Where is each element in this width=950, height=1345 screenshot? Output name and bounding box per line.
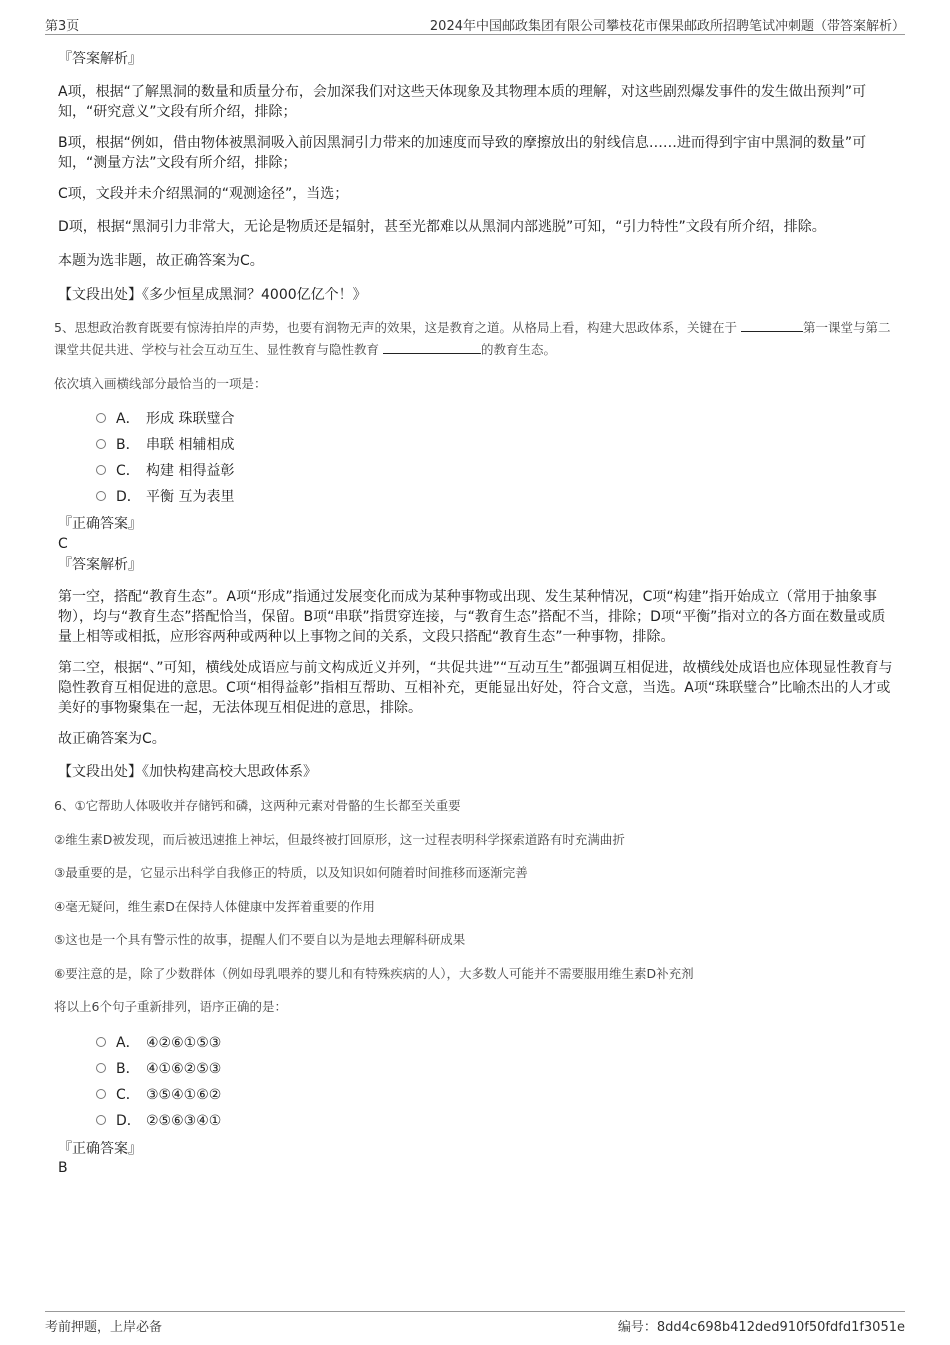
q6-sentence-3: ③最重要的是，它显示出科学自我修正的特质，以及知识如何随着时间推移而逐渐完善 bbox=[54, 865, 528, 880]
q5-answer: C bbox=[58, 536, 68, 552]
page-header bbox=[45, 14, 905, 35]
q4-para-b: B项，根据“例如，借由物体被黑洞吸入前因黑洞引力带来的加速度而导致的摩擦放出的射线信息……进而得到宇宙中黑洞的数量”可知，“测量方法”文段有所介绍，排除； bbox=[58, 135, 867, 171]
q5-para-2: 第二空，根据“、”可知，横线处成语应与前文构成近义并列，“共促共进”“互动互生”都强调互相促进，故横线处成语也应体现显性教育与隐性教育互相促进的意思。C项“相得益彰”指相互帮助、互相补充，更能显出好处，符合文意，当选。A项“珠联璧合”比喻杰出的人才或美好的事物聚集在一起，无法体现互相促进的意思，排除。 bbox=[58, 660, 893, 716]
radio-icon[interactable] bbox=[96, 491, 106, 501]
q6-sentence-1: 6、①它帮助人体吸收并存储钙和磷，这两种元素对骨骼的生长都至关重要 bbox=[54, 798, 461, 813]
radio-icon[interactable] bbox=[96, 1063, 106, 1073]
radio-icon[interactable] bbox=[96, 439, 106, 449]
q6-sentence-2: ②维生素D被发现，而后被迅速推上神坛，但最终被打回原形，这一过程表明科学探索道路有时充满曲折 bbox=[54, 832, 625, 847]
radio-icon[interactable] bbox=[96, 413, 106, 423]
q5-stem-part3: 的教育生态。 bbox=[481, 342, 557, 357]
q4-conclusion: 本题为选非题，故正确答案为C。 bbox=[58, 253, 264, 269]
q6-option-a[interactable]: A． ④②⑥①⑤③ bbox=[96, 1033, 221, 1053]
q6-answer-label: 『正确答案』 bbox=[58, 1141, 142, 1157]
q5-conclusion: 故正确答案为C。 bbox=[58, 731, 166, 747]
q5-para-1: 第一空，搭配“教育生态”。A项“形成”指通过发展变化而成为某种事物或出现、发生某种情况，C项“构建”指开始成立（常用于抽象事物），均与“教育生态”搭配恰当，保留。B项“串联”指贯穿连接，与“教育生态”搭配不当，排除；D项“平衡”指对立的各方面在数量或质量上相等或相抵，应形容两种或两种以上事物之间的关系，文段只搭配“教育生态”一种事物，排除。 bbox=[58, 589, 886, 645]
q4-para-c: C项，文段并未介绍黑洞的“观测途径”，当选； bbox=[58, 186, 349, 202]
footer-slogan: 考前押题，上岸必备 bbox=[45, 1320, 163, 1335]
page-number: 第3页 bbox=[45, 19, 80, 34]
q5-option-c[interactable]: C． 构建 相得益彰 bbox=[96, 461, 234, 481]
radio-icon[interactable] bbox=[96, 1089, 106, 1099]
q5-blank-2 bbox=[383, 340, 481, 354]
q5-source: 【文段出处】《加快构建高校大思政体系》 bbox=[58, 764, 317, 780]
document-id: 编号：8dd4c698b412ded910f50fdfd1f3051e bbox=[617, 1320, 905, 1335]
q6-answer: B bbox=[58, 1160, 68, 1176]
document-title: 2024年中国邮政集团有限公司攀枝花市倮果邮政所招聘笔试冲刺题（带答案解析） bbox=[429, 19, 905, 34]
q6-option-b[interactable]: B． ④①⑥②⑤③ bbox=[96, 1059, 221, 1079]
q5-option-d[interactable]: D． 平衡 互为表里 bbox=[96, 487, 234, 507]
q5-stem bbox=[54, 317, 899, 361]
q5-option-b[interactable]: B． 串联 相辅相成 bbox=[96, 435, 234, 455]
q6-sentence-6: ⑥要注意的是，除了少数群体（例如母乳喂养的婴儿和有特殊疾病的人），大多数人可能并不需要服用维生素D补充剂 bbox=[54, 966, 694, 981]
q5-instruction: 依次填入画横线部分最恰当的一项是： bbox=[54, 376, 267, 391]
q4-analysis-label: 『答案解析』 bbox=[58, 51, 142, 67]
q5-blank-1 bbox=[741, 318, 803, 332]
q6-instruction: 将以上6个句子重新排列，语序正确的是： bbox=[54, 999, 287, 1014]
radio-icon[interactable] bbox=[96, 1037, 106, 1047]
q5-stem-part2: 第一课堂与第二课堂共促共进、学校与社会互动互生、显性教育与隐性教育 bbox=[54, 320, 891, 357]
page-footer bbox=[45, 1311, 905, 1334]
q4-para-a: A项，根据“了解黑洞的数量和质量分布，会加深我们对这些天体现象及其物理本质的理解，对这些剧烈爆发事件的发生做出预判”可知，“研究意义”文段有所介绍，排除； bbox=[58, 84, 867, 120]
q4-para-d: D项，根据“黑洞引力非常大，无论是物质还是辐射，甚至光都难以从黑洞内部逃脱”可知，“引力特性”文段有所介绍，排除。 bbox=[58, 219, 826, 235]
q6-sentence-5: ⑤这也是一个具有警示性的故事，提醒人们不要自以为是地去理解科研成果 bbox=[54, 932, 466, 947]
radio-icon[interactable] bbox=[96, 1115, 106, 1125]
q4-source: 【文段出处】《多少恒星成黑洞？4000亿亿个！》 bbox=[58, 287, 367, 303]
q6-option-d[interactable]: D． ②⑤⑥③④① bbox=[96, 1111, 221, 1131]
q6-option-c[interactable]: C． ③⑤④①⑥② bbox=[96, 1085, 221, 1105]
q5-analysis-label: 『答案解析』 bbox=[58, 557, 142, 573]
radio-icon[interactable] bbox=[96, 465, 106, 475]
q5-answer-label: 『正确答案』 bbox=[58, 516, 142, 532]
q5-stem-part1: 5、思想政治教育既要有惊涛拍岸的声势，也要有润物无声的效果，这是教育之道。从格局上看，构建大思政体系，关键在于 bbox=[54, 320, 737, 335]
q5-option-a[interactable]: A． 形成 珠联璧合 bbox=[96, 409, 234, 429]
q6-sentence-4: ④毫无疑问，维生素D在保持人体健康中发挥着重要的作用 bbox=[54, 899, 375, 914]
